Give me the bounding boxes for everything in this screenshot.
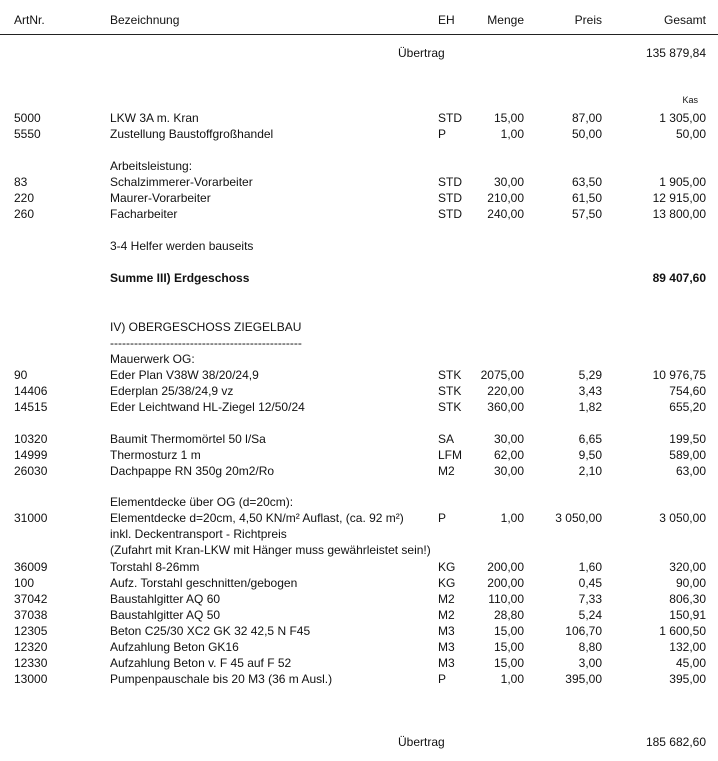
cell-preis: 57,50: [571, 207, 602, 221]
table-row: [0, 655, 718, 671]
cell-artnr: 36009: [14, 560, 48, 574]
cell-gesamt: 320,00: [669, 560, 706, 574]
uebertrag-bottom-value: 185 682,60: [645, 735, 706, 749]
cell-preis: 87,00: [571, 111, 602, 125]
cell-artnr: 14515: [14, 400, 48, 414]
cell-bezeichnung: Eder Plan V38W 38/20/24,9: [110, 368, 259, 382]
cell-artnr: 12330: [14, 656, 48, 670]
cell-eh: STD: [438, 111, 462, 125]
cell-gesamt: 150,91: [669, 608, 706, 622]
table-row: [0, 494, 718, 510]
cell-menge: 1,00: [500, 511, 524, 525]
cell-preis: 395,00: [565, 672, 602, 686]
table-row: [0, 238, 718, 254]
cell-menge: 15,00: [493, 111, 524, 125]
header-artnr: ArtNr.: [14, 13, 45, 27]
cell-preis: 6,65: [578, 432, 602, 446]
cell-bezeichnung: Summe III) Erdgeschoss: [110, 271, 250, 285]
cell-gesamt: 1 305,00: [659, 111, 706, 125]
cell-bezeichnung: Arbeitsleistung:: [110, 159, 193, 173]
cell-bezeichnung: Schalzimmerer-Vorarbeiter: [110, 175, 253, 189]
cell-eh: LFM: [438, 448, 462, 462]
cell-eh: M2: [438, 592, 455, 606]
cell-bezeichnung: Thermosturz 1 m: [110, 448, 201, 462]
cell-preis: 106,70: [565, 624, 602, 638]
cell-artnr: 83: [14, 175, 28, 189]
table-row: [0, 319, 718, 335]
cell-artnr: 260: [14, 207, 35, 221]
cell-gesamt: 1 600,50: [659, 624, 706, 638]
cell-bezeichnung: Zustellung Baustoffgroßhandel: [110, 127, 274, 141]
table-row: [0, 190, 718, 206]
uebertrag-top-value: 135 879,84: [645, 46, 706, 60]
cell-menge: 30,00: [493, 175, 524, 189]
header-preis: Preis: [574, 13, 602, 27]
cell-preis: 63,50: [571, 175, 602, 189]
cell-menge: 360,00: [487, 400, 524, 414]
cell-artnr: 37038: [14, 608, 48, 622]
cell-bezeichnung: Mauerwerk OG:: [110, 352, 195, 366]
cell-bezeichnung: Aufz. Torstahl geschnitten/gebogen: [110, 576, 298, 590]
cell-bezeichnung: Dachpappe RN 350g 20m2/Ro: [110, 464, 275, 478]
uebertrag-top-label: Übertrag: [398, 46, 445, 60]
cell-menge: 200,00: [487, 576, 524, 590]
cell-bezeichnung: Elementdecke über OG (d=20cm):: [110, 495, 294, 509]
cell-menge: 2075,00: [480, 368, 524, 382]
cell-artnr: 100: [14, 576, 35, 590]
header-eh: EH: [438, 13, 455, 27]
cell-artnr: 37042: [14, 592, 48, 606]
cell-bezeichnung: Baustahlgitter AQ 50: [110, 608, 221, 622]
cell-bezeichnung: Aufzahlung Beton v. F 45 auf F 52: [110, 656, 292, 670]
cell-bezeichnung: Aufzahlung Beton GK16: [110, 640, 239, 654]
cell-menge: 220,00: [487, 384, 524, 398]
kas-note-row: [0, 94, 718, 106]
cell-gesamt: 12 915,00: [652, 191, 706, 205]
cell-bezeichnung: 3-4 Helfer werden bauseits: [110, 239, 254, 253]
cell-menge: 240,00: [487, 207, 524, 221]
cell-eh: M2: [438, 464, 455, 478]
cell-eh: STD: [438, 207, 462, 221]
cell-preis: 50,00: [571, 127, 602, 141]
cell-eh: M3: [438, 624, 455, 638]
cell-preis: 8,80: [578, 640, 602, 654]
cell-artnr: 13000: [14, 672, 48, 686]
header-gesamt: Gesamt: [663, 13, 706, 27]
cell-eh: STD: [438, 175, 462, 189]
table-row: [0, 671, 718, 687]
cell-menge: 110,00: [488, 592, 524, 606]
cell-preis: 1,82: [578, 400, 602, 414]
cell-menge: 15,00: [493, 656, 524, 670]
cell-gesamt: 90,00: [675, 576, 706, 590]
cell-eh: P: [438, 511, 447, 525]
cell-gesamt: 132,00: [669, 640, 706, 654]
uebertrag-bottom-label: Übertrag: [398, 735, 445, 749]
table-header: [0, 12, 718, 28]
cell-eh: STK: [438, 368, 462, 382]
cell-bezeichnung: Maurer-Vorarbeiter: [110, 191, 211, 205]
cell-eh: M2: [438, 608, 455, 622]
cell-preis: 3,00: [578, 656, 602, 670]
cell-artnr: 12320: [14, 640, 48, 654]
cell-gesamt: 10 976,75: [652, 368, 706, 382]
cell-eh: STK: [438, 400, 462, 414]
table-row: [0, 510, 718, 526]
cell-menge: 1,00: [500, 127, 524, 141]
table-row: [0, 639, 718, 655]
cell-artnr: 31000: [14, 511, 48, 525]
header-divider: [0, 34, 718, 35]
cell-preis: 0,45: [578, 576, 602, 590]
table-row: [0, 575, 718, 591]
cell-preis: 7,33: [578, 592, 602, 606]
cell-gesamt: 754,60: [669, 384, 706, 398]
cell-bezeichnung: Beton C25/30 XC2 GK 32 42,5 N F45: [110, 624, 311, 638]
cell-bezeichnung: Elementdecke d=20cm, 4,50 KN/m² Auflast, (ca. 92 m²): [110, 511, 404, 525]
cell-gesamt: 89 407,60: [652, 271, 706, 285]
table-row: [0, 542, 718, 558]
cell-gesamt: 50,00: [675, 127, 706, 141]
cell-bezeichnung: Baumit Thermomörtel 50 l/Sa: [110, 432, 266, 446]
table-row: [0, 174, 718, 190]
cell-artnr: 90: [14, 368, 28, 382]
cell-eh: SA: [438, 432, 455, 446]
cell-eh: P: [438, 127, 447, 141]
cell-artnr: 5000: [14, 111, 41, 125]
cell-bezeichnung: Facharbeiter: [110, 207, 178, 221]
cell-bezeichnung: ------------------------------------------------: [110, 336, 302, 350]
cell-gesamt: 45,00: [675, 656, 706, 670]
cell-menge: 200,00: [487, 560, 524, 574]
kas-note: Kas: [682, 95, 698, 105]
cell-bezeichnung: IV) OBERGESCHOSS ZIEGELBAU: [110, 320, 302, 334]
cell-artnr: 12305: [14, 624, 48, 638]
cell-eh: P: [438, 672, 447, 686]
cell-gesamt: 199,50: [669, 432, 706, 446]
cell-gesamt: 655,20: [669, 400, 706, 414]
cell-menge: 210,00: [487, 191, 524, 205]
cell-artnr: 10320: [14, 432, 48, 446]
cell-gesamt: 589,00: [669, 448, 706, 462]
table-row: [0, 335, 718, 351]
table-row: [0, 623, 718, 639]
cell-bezeichnung: inkl. Deckentransport - Richtpreis: [110, 527, 287, 541]
cell-preis: 61,50: [571, 191, 602, 205]
table-row: [0, 559, 718, 575]
table-row: [0, 399, 718, 415]
table-row: [0, 591, 718, 607]
header-menge: Menge: [487, 13, 524, 27]
table-row: [0, 367, 718, 383]
cell-preis: 3,43: [578, 384, 602, 398]
cell-eh: STK: [438, 384, 462, 398]
cell-menge: 30,00: [493, 432, 524, 446]
cell-artnr: 5550: [14, 127, 41, 141]
cell-bezeichnung: Eder Leichtwand HL-Ziegel 12/50/24: [110, 400, 305, 414]
cell-gesamt: 3 050,00: [659, 511, 706, 525]
cell-bezeichnung: LKW 3A m. Kran: [110, 111, 199, 125]
header-bezeichnung: Bezeichnung: [110, 13, 180, 27]
uebertrag-top-row: [0, 45, 718, 61]
cell-preis: 5,24: [578, 608, 602, 622]
cell-menge: 1,00: [500, 672, 524, 686]
cell-eh: KG: [438, 560, 456, 574]
cell-bezeichnung: Ederplan 25/38/24,9 vz: [110, 384, 234, 398]
cell-eh: STD: [438, 191, 462, 205]
cell-eh: M3: [438, 656, 455, 670]
cell-artnr: 14999: [14, 448, 48, 462]
cell-eh: M3: [438, 640, 455, 654]
cell-gesamt: 13 800,00: [652, 207, 706, 221]
cell-bezeichnung: (Zufahrt mit Kran-LKW mit Hänger muss gewährleistet sein!): [110, 543, 431, 557]
cell-gesamt: 63,00: [675, 464, 706, 478]
cell-preis: 3 050,00: [555, 511, 602, 525]
table-row: [0, 447, 718, 463]
cell-eh: KG: [438, 576, 456, 590]
table-row: [0, 110, 718, 126]
cell-bezeichnung: Torstahl 8-26mm: [110, 560, 200, 574]
cell-gesamt: 1 905,00: [659, 175, 706, 189]
cell-menge: 28,80: [493, 608, 524, 622]
cell-bezeichnung: Baustahlgitter AQ 60: [110, 592, 221, 606]
table-row: [0, 270, 718, 286]
uebertrag-bottom-row: [0, 734, 718, 750]
cell-preis: 5,29: [578, 368, 602, 382]
cell-preis: 1,60: [578, 560, 602, 574]
cell-menge: 30,00: [493, 464, 524, 478]
table-row: [0, 431, 718, 447]
cell-artnr: 26030: [14, 464, 48, 478]
table-row: [0, 206, 718, 222]
cell-menge: 15,00: [493, 624, 524, 638]
table-row: [0, 463, 718, 479]
table-row: [0, 351, 718, 367]
table-row: [0, 383, 718, 399]
cell-preis: 9,50: [578, 448, 602, 462]
cell-menge: 15,00: [493, 640, 524, 654]
cell-preis: 2,10: [578, 464, 602, 478]
table-row: [0, 158, 718, 174]
cell-gesamt: 395,00: [669, 672, 706, 686]
table-row: [0, 607, 718, 623]
cell-artnr: 14406: [14, 384, 48, 398]
cell-gesamt: 806,30: [669, 592, 706, 606]
table-row: [0, 126, 718, 142]
cell-menge: 62,00: [493, 448, 524, 462]
cell-bezeichnung: Pumpenpauschale bis 20 M3 (36 m Ausl.): [110, 672, 333, 686]
cell-artnr: 220: [14, 191, 35, 205]
table-row: [0, 526, 718, 542]
